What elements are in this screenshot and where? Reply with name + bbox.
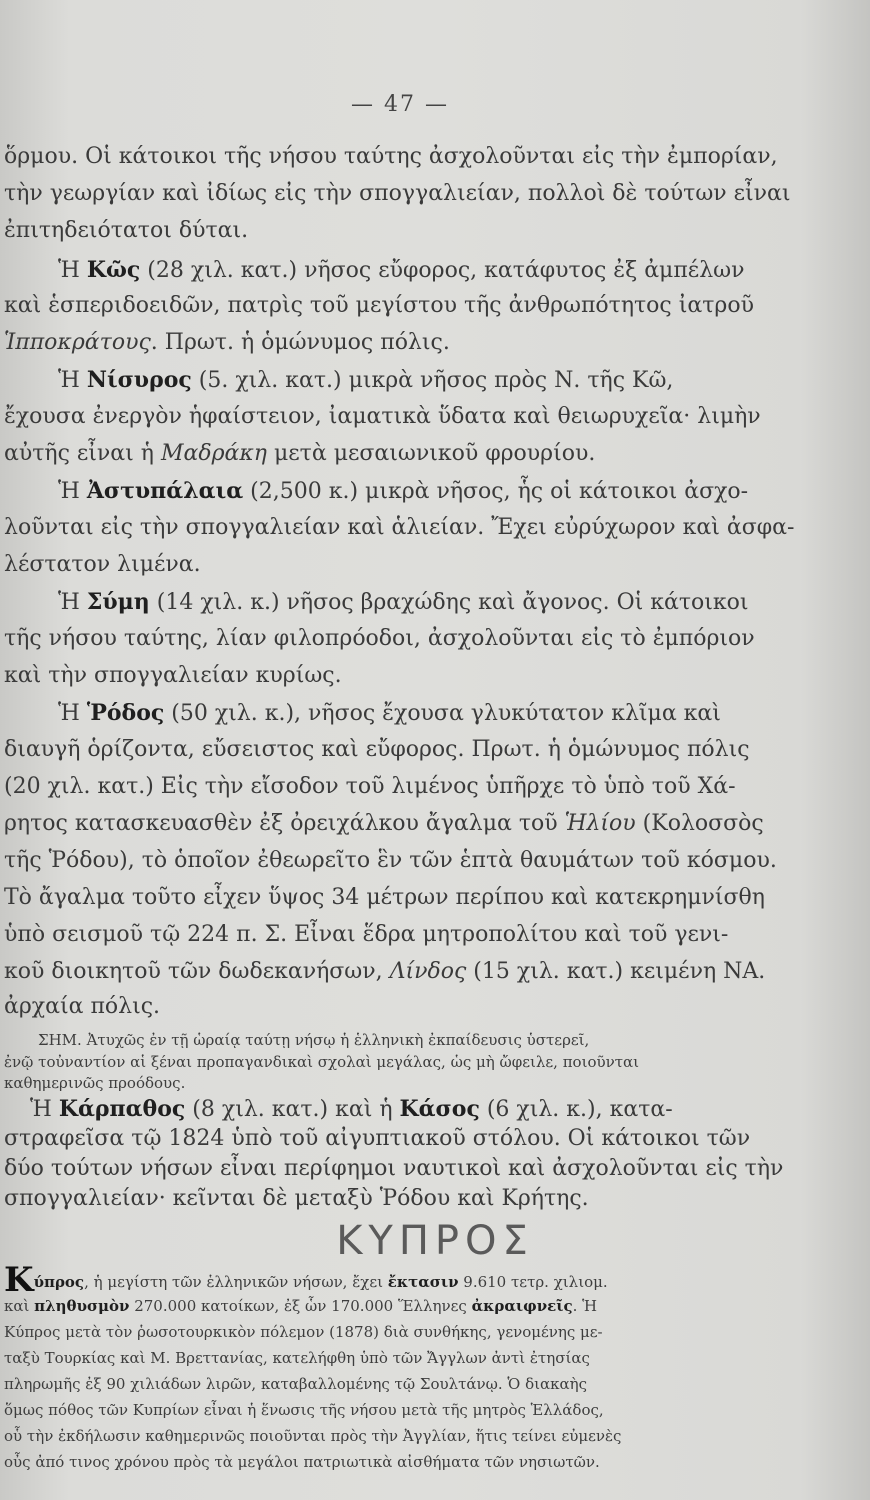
island-name-rhodes: Ῥόδος [86, 700, 165, 726]
cyprus-line: ταξὺ Τουρκίας καὶ Μ. Βρεττανίας, κατελήφθη ὑπὸ τῶν Ἄγγλων ἀντὶ ἐτησίας [4, 1349, 590, 1367]
text-line: δύο τούτων νήσων εἶναι περίφημοι ναυτικοὶ καὶ ἀσχολοῦνται εἰς τὴν [4, 1156, 784, 1181]
island-name-astypalaia: Ἀστυπάλαια [86, 478, 244, 504]
article: Ἡ [58, 258, 87, 283]
article: Ἡ [58, 701, 87, 726]
text-line: (20 χιλ. κατ.) Εἰς τὴν εἴσοδον τοῦ λιμένος ὑπῆρχε τὸ ὑπὸ τοῦ Χά- [4, 774, 736, 799]
dropcap-letter: Κ [4, 1260, 34, 1300]
entry-text: 9.610 τετρ. χιλιομ. [458, 1273, 608, 1291]
island-name-kasos: Κάσος [399, 1096, 480, 1122]
text-line: Τὸ ἄγαλμα τοῦτο εἶχεν ὕψος 34 μέτρων περίπου καὶ κατεκρημνίσθη [4, 885, 765, 910]
kos-entry [0, 257, 870, 284]
text-line [4, 811, 870, 837]
text-line: διαυγῆ ὁρίζοντα, εὔσειστος καὶ εὔφορος. Πρωτ. ἡ ὁμώνυμος πόλις [4, 737, 750, 762]
entry-text: (15 χιλ. κατ.) κειμένη ΝΑ. [466, 959, 766, 984]
keyword: ἔκτασιν [387, 1273, 459, 1291]
keyword: πληθυσμὸν [34, 1297, 130, 1315]
text-line [4, 330, 870, 356]
text-line: καὶ τὴν σπογγαλιείαν κυρίως. [4, 663, 342, 688]
entry-text: (5. χιλ. κατ.) μικρὰ νῆσος πρὸς Ν. τῆς Κῶ, [191, 368, 674, 393]
entry-text: (Κολοσσὸς [635, 811, 764, 836]
entry-text: (50 χιλ. κ.), νῆσος ἔχουσα γλυκύτατον κλῖμα καὶ [164, 701, 721, 726]
nisyros-entry [0, 367, 870, 394]
entry-text: κοῦ διοικητοῦ τῶν δωδεκανήσων, [4, 959, 390, 984]
text-line: καὶ ἑσπεριδοειδῶν, πατρὶς τοῦ μεγίστου τῆς ἀνθρωπότητος ἰατροῦ [4, 293, 754, 318]
island-name-nisyros: Νίσυρος [86, 367, 192, 393]
note-line: ἐνῷ τοὐναντίον αἱ ξέναι προπαγανδικαὶ σχολαὶ μεγάλας, ὡς μὴ ὤφειλε, ποιοῦνται [4, 1053, 640, 1071]
island-name-karpathos: Κάρπαθος [58, 1096, 186, 1122]
place-name: Λίνδος [389, 959, 467, 984]
text-line [4, 441, 870, 467]
text-line: ὑπὸ σεισμοῦ τῷ 224 π. Σ. Εἶναι ἕδρα μητροπολίτου καὶ τοῦ γενι- [4, 922, 729, 947]
article: Ἡ [58, 479, 87, 504]
text-line: ἔχουσα ἐνεργὸν ἡφαίστειον, ἰαματικὰ ὕδατα καὶ θειωρυχεῖα· λιμὴν [4, 404, 761, 429]
entry-text: . Ἡ [572, 1297, 598, 1315]
cyprus-line [4, 1260, 870, 1300]
page-number: — 47 — [351, 92, 449, 117]
deity-name: Ἡλίου [564, 811, 636, 836]
entry-text: μετὰ μεσαιωνικοῦ φρουρίου. [266, 441, 596, 466]
entry-text: (6 χιλ. κ.), κατα- [479, 1097, 673, 1122]
keyword: ἀκραιφνεῖς [471, 1297, 573, 1315]
entry-text: (8 χιλ. κατ.) καὶ ἡ [185, 1097, 400, 1122]
island-name-symi: Σύμη [86, 589, 150, 615]
note-line: καθημερινῶς προόδους. [4, 1074, 186, 1092]
article: Ἡ [58, 590, 87, 615]
karpathos-entry [0, 1096, 870, 1123]
entry-text: , ἡ μεγίστη τῶν ἑλληνικῶν νήσων, ἔχει [84, 1273, 388, 1291]
entry-text: 270.000 κατοίκων, ἐξ ὧν 170.000 Ἕλληνες [129, 1297, 472, 1315]
text-line [4, 959, 870, 985]
entry-text: (14 χιλ. κ.) νῆσος βραχώδης καὶ ἄγονος. Οἱ κάτοικοι [149, 590, 749, 615]
section-title-cyprus: ΚΥΠΡΟΣ [336, 1218, 534, 1264]
article: Ἡ [30, 1097, 59, 1122]
text-line: τὴν γεωργίαν καὶ ἰδίως εἰς τὴν σπογγαλιείαν, πολλοὶ δὲ τούτων εἶναι [4, 181, 791, 206]
article: Ἡ [58, 368, 87, 393]
person-name: Ἱπποκράτους [4, 330, 151, 355]
entry-text: (2,500 κ.) μικρὰ νῆσος, ἧς οἱ κάτοικοι ἀσχο- [243, 479, 749, 504]
cyprus-line: οὗ τὴν ἐκδήλωσιν καθημερινῶς ποιοῦνται πρὸς τὴν Ἀγγλίαν, ἥτις τείνει εὐμενὲς [4, 1427, 622, 1445]
cyprus-line: Κύπρος μετὰ τὸν ῥωσοτουρκικὸν πόλεμον (1878) διὰ συνθήκης, γενομένης με- [4, 1323, 603, 1341]
text-line: ὅρμου. Οἱ κάτοικοι τῆς νήσου ταύτης ἀσχολοῦνται εἰς τὴν ἐμπορίαν, [4, 144, 778, 169]
text-line: τῆς Ῥόδου), τὸ ὁποῖον ἐθεωρεῖτο ἓν τῶν ἑπτὰ θαυμάτων τοῦ κόσμου. [4, 848, 777, 873]
entry-text: αὐτῆς εἶναι ἡ [4, 441, 161, 466]
place-name: Μαδράκη [160, 441, 267, 466]
text-line: τῆς νήσου ταύτης, λίαν φιλοπρόοδοι, ἀσχολοῦνται εἰς τὸ ἐμπόριον [4, 626, 755, 651]
entry-text: ρητος κατασκευασθὲν ἐξ ὀρειχάλκου ἄγαλμα τοῦ [4, 811, 565, 836]
text-line: λέστατον λιμένα. [4, 552, 201, 577]
entry-text: καὶ [4, 1297, 35, 1315]
text-line: ἐπιτηδειότατοι δύται. [4, 218, 249, 243]
cyprus-line: οὖς ἀπό τινος χρόνου πρὸς τὰ μεγάλοι πατριωτικὰ αἰσθήματα τῶν νησιωτῶν. [4, 1453, 600, 1471]
text-line: σπογγαλιείαν· κεῖνται δὲ μεταξὺ Ῥόδου καὶ Κρήτης. [4, 1186, 589, 1211]
note-line: ΣΗΜ. Ἀτυχῶς ἐν τῇ ὡραίᾳ ταύτῃ νήσῳ ἡ ἑλληνικὴ ἐκπαίδευσις ὑστερεῖ, [38, 1031, 590, 1049]
cyprus-line [4, 1296, 870, 1316]
entry-text: . Πρωτ. ἡ ὁμώνυμος πόλις. [150, 330, 450, 355]
rhodes-entry [0, 700, 870, 727]
text-line: στραφεῖσα τῷ 1824 ὑπὸ τοῦ αἰγυπτιακοῦ στόλου. Οἱ κάτοικοι τῶν [4, 1126, 751, 1151]
text-line: ἀρχαία πόλις. [4, 994, 161, 1019]
astypalaia-entry [0, 478, 870, 505]
text-line: λοῦνται εἰς τὴν σπογγαλιείαν καὶ ἁλιείαν. Ἔχει εὐρύχωρον καὶ ἀσφα- [4, 515, 795, 540]
cyprus-line: ὅμως πόθος τῶν Κυπρίων εἶναι ἡ ἕνωσις τῆς νήσου μετὰ τῆς μητρὸς Ἑλλάδος, [4, 1401, 604, 1419]
island-name-kos: Κῶς [86, 257, 141, 283]
entry-text: (28 χιλ. κατ.) νῆσος εὔφορος, κατάφυτος ἐξ ἀμπέλων [140, 258, 745, 283]
cyprus-line: πληρωμῆς ἐξ 90 χιλιάδων λιρῶν, καταβαλλομένης τῷ Σουλτάνῳ. Ὁ διακαὴς [4, 1375, 588, 1393]
symi-entry [0, 589, 870, 616]
island-name-cyprus: ύπρος [33, 1273, 85, 1291]
